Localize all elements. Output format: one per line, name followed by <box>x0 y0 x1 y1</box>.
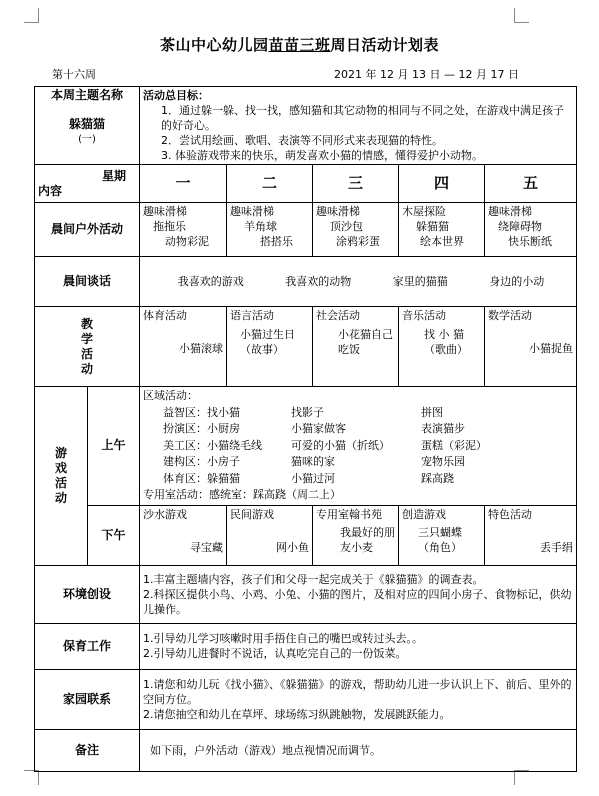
days-label-top: 星期 <box>102 168 127 183</box>
home-label: 家园联系 <box>35 669 140 729</box>
teaching-label <box>35 307 140 387</box>
games-pm-cell <box>227 505 313 565</box>
days-header-cell <box>35 165 140 203</box>
area-item: 蛋糕（彩泥） <box>421 438 488 452</box>
teaching-category: 语言活动 <box>230 309 275 322</box>
label-char: 学 <box>81 331 94 346</box>
activity: 木屋探险 <box>402 205 447 218</box>
plan-table <box>34 86 577 772</box>
theme-name: 躲猫猫 <box>69 117 106 131</box>
teaching-category: 社会活动 <box>316 309 361 322</box>
pm-category: 创造游戏 <box>402 507 447 521</box>
activity: 拖拖乐 <box>153 220 187 233</box>
games-am-label: 上午 <box>88 387 140 506</box>
area-item: 建构区：小房子 <box>163 455 241 468</box>
day-thu: 四 <box>399 165 485 203</box>
page-title <box>0 34 599 55</box>
week-label: 第十六周 <box>52 68 96 81</box>
talk-topic: 我喜欢的动物 <box>285 275 352 288</box>
activity: 趣味滑梯 <box>230 205 275 218</box>
label-char: 动 <box>54 490 67 505</box>
morning-outdoor-cell <box>313 203 399 257</box>
crop-mark-bottom-left <box>24 770 39 785</box>
area-item: 找影子 <box>291 405 325 419</box>
day-tue: 二 <box>227 165 313 203</box>
teaching-cell <box>399 307 485 387</box>
pm-category: 民间游戏 <box>230 507 275 521</box>
label-char: 活 <box>81 346 94 361</box>
activity: 趣味滑梯 <box>143 205 188 218</box>
theme-sub: (一) <box>78 134 96 145</box>
talk-topic: 身边的小动 <box>489 275 545 288</box>
teaching-name: 小花猫自己吃饭 <box>338 328 394 356</box>
pm-name: 寻宝藏 <box>190 540 224 554</box>
games-am-cell <box>140 387 577 506</box>
care-item: 1.引导幼儿学习咳嗽时用手捂住自己的嘴巴或转过头去。。 <box>143 632 424 645</box>
label-char: 动 <box>81 361 94 376</box>
morning-talk-cell <box>140 257 577 307</box>
activity: 趣味滑梯 <box>316 205 361 218</box>
teaching-category: 音乐活动 <box>402 309 447 322</box>
activity: 躲猫猫 <box>416 220 450 233</box>
environment-item: 2.科探区提供小鸟、小鸡、小兔、小猫的图片，及相对应的四间小房子、食物标记，供幼儿操作。 <box>143 587 572 616</box>
crop-mark-bottom-right <box>514 770 529 785</box>
morning-talk-label: 晨间谈话 <box>35 257 140 307</box>
label-char: 游 <box>54 445 67 460</box>
environment-cell <box>140 565 577 623</box>
care-cell <box>140 623 577 669</box>
area-item: 扮演区：小厨房 <box>163 422 241 435</box>
area-item: 小猫家做客 <box>291 422 347 435</box>
environment-label: 环境创设 <box>35 565 140 623</box>
home-cell <box>140 669 577 729</box>
talk-topic: 家里的猫猫 <box>392 275 448 288</box>
pm-name: 丢手绢 <box>540 540 574 554</box>
area-item: 宠物乐园 <box>421 455 466 468</box>
days-label-bottom: 内容 <box>38 183 63 198</box>
teaching-name: 小猫滚球 <box>179 342 224 355</box>
title-class: 苗苗三班 <box>268 36 331 54</box>
teaching-name: 找 小 猫（歌曲） <box>424 328 469 356</box>
activity: 趣味滑梯 <box>488 205 533 218</box>
goal-item: 2．尝试用绘画、歌唱、表演等不同形式来表现猫的特性。 <box>161 134 444 147</box>
pm-name: 网小鱼 <box>276 540 310 554</box>
label-char: 活 <box>54 475 67 490</box>
home-item: 2.请您抽空和幼儿在草坪、球场练习纵跳触物，发展跳跃能力。 <box>143 707 451 721</box>
care-item: 2.引导幼儿进餐时不说话，认真吃完自己的一份饭菜。 <box>143 647 407 660</box>
day-wed: 三 <box>313 165 399 203</box>
special-room-activity: 专用室活动：感统室：踩高跷（周二上） <box>143 488 342 501</box>
activity: 羊角球 <box>244 220 278 233</box>
pm-name: 三只蝴蝶（角色） <box>418 525 463 554</box>
activity: 绘本世界 <box>420 235 465 248</box>
activity: 顶沙包 <box>330 220 364 233</box>
label-char: 戏 <box>54 460 67 475</box>
morning-outdoor-cell <box>227 203 313 257</box>
goal-item: 3. 体验游戏带来的快乐，萌发喜欢小猫的情感，懂得爱护小动物。 <box>161 149 484 162</box>
date-range: 2021 年 12 月 13 日 — 12 月 17 日 <box>334 68 519 81</box>
teaching-category: 体育活动 <box>143 309 188 322</box>
area-item: 可爱的小猫（折纸） <box>291 438 391 452</box>
area-item: 小猫过河 <box>291 471 336 485</box>
teaching-name: 小猫过生日（故事） <box>240 328 296 356</box>
pm-category: 沙水游戏 <box>143 507 188 521</box>
morning-outdoor-cell <box>140 203 227 257</box>
activity: 涂鸦彩蛋 <box>336 235 381 248</box>
talk-topic: 我喜欢的游戏 <box>177 275 244 288</box>
day-fri: 五 <box>485 165 577 203</box>
area-item: 踩高跷 <box>421 471 455 485</box>
activity: 绕障碍物 <box>498 220 543 233</box>
area-item: 益智区：找小猫 <box>163 405 241 419</box>
care-label: 保育工作 <box>35 623 140 669</box>
teaching-cell <box>313 307 399 387</box>
title-school: 茶山中心幼儿园 <box>159 36 269 54</box>
label-char: 教 <box>81 316 94 331</box>
teaching-cell <box>485 307 577 387</box>
morning-outdoor-cell <box>399 203 485 257</box>
activity: 搭搭乐 <box>260 235 294 248</box>
pm-name: 我最好的朋友小麦 <box>340 525 396 554</box>
crop-mark-top-left <box>24 8 39 23</box>
games-label <box>35 387 88 566</box>
goal-item: 1．通过躲一躲、找一找，感知猫和其它动物的相同与不同之处，在游戏中满足孩子的好奇心。 <box>161 104 565 132</box>
activity: 动物彩泥 <box>165 235 210 248</box>
goals-cell <box>140 87 577 165</box>
games-pm-cell <box>399 505 485 565</box>
teaching-category: 数学活动 <box>488 309 533 322</box>
games-pm-label: 下午 <box>88 505 140 565</box>
pm-category: 特色活动 <box>488 507 533 521</box>
activity: 快乐断纸 <box>508 235 553 248</box>
area-item: 猫咪的家 <box>291 455 336 468</box>
morning-outdoor-cell <box>485 203 577 257</box>
crop-mark-top-right <box>514 8 529 23</box>
teaching-cell <box>227 307 313 387</box>
pm-category: 专用室翰书苑 <box>316 507 383 521</box>
home-item: 1.请您和幼儿玩《找小猫》、《躲猫猫》的游戏，帮助幼儿进一步认识上下、前后、里外的空间方位。 <box>143 677 572 706</box>
theme-cell <box>35 87 140 165</box>
remark-text: 如下雨，户外活动（游戏）地点视情况而调节。 <box>140 729 577 771</box>
morning-outdoor-label: 晨间户外活动 <box>35 203 140 257</box>
goals-label: 活动总目标： <box>143 89 210 102</box>
area-item: 美工区：小猫绕毛线 <box>163 438 263 452</box>
area-item: 拼图 <box>421 405 444 419</box>
area-item: 体育区：躲猫猫 <box>163 471 241 485</box>
title-suffix: 周日活动计划表 <box>330 36 440 54</box>
games-pm-cell <box>313 505 399 565</box>
area-item: 表演猫步 <box>421 422 466 435</box>
theme-label: 本周主题名称 <box>51 88 124 102</box>
teaching-name: 小猫捉鱼 <box>529 342 574 355</box>
games-pm-cell <box>485 505 577 565</box>
games-pm-cell <box>140 505 227 565</box>
teaching-cell <box>140 307 227 387</box>
day-mon: 一 <box>140 165 227 203</box>
area-activity-header: 区域活动： <box>143 389 199 402</box>
environment-item: 1.丰富主题墙内容，孩子们和父母一起完成关于《躲猫猫》的调查表。 <box>143 572 484 586</box>
remark-label: 备注 <box>35 729 140 771</box>
